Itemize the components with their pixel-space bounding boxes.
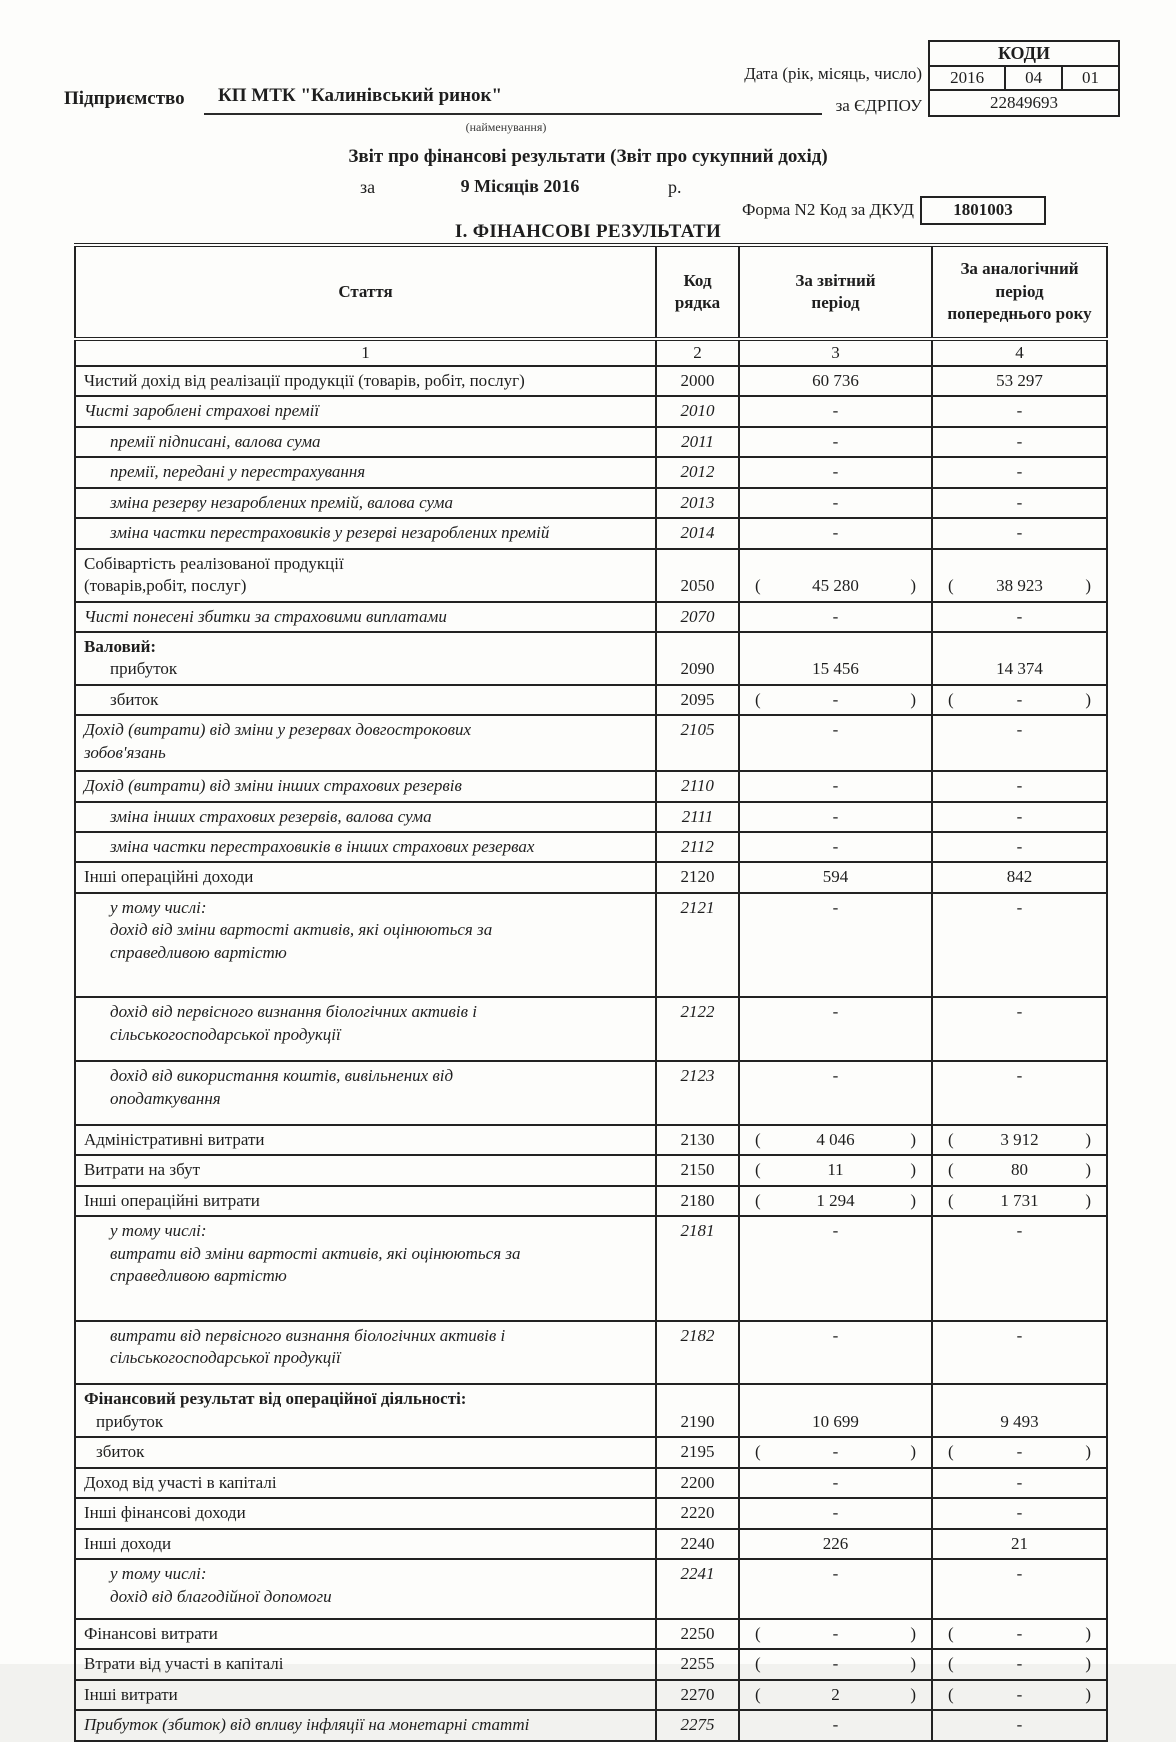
header-article: Стаття: [75, 245, 656, 339]
article-line: Чисті понесені збитки за страховими виплатами: [84, 606, 447, 626]
article-cell: [75, 1384, 656, 1437]
article-line: Прибуток (збиток) від впливу інфляції на монетарні статті: [84, 1715, 530, 1735]
article-line: зміна резерву незароблених премій, валова сума: [110, 492, 454, 512]
article-cell: [75, 1155, 656, 1185]
article-line: Собівартість реалізованої продукції: [84, 553, 344, 573]
period-prefix: за: [360, 177, 376, 197]
table-row-2255: [75, 1649, 1107, 1679]
table-row-2241: [75, 1559, 1107, 1619]
article-cell: [75, 893, 656, 997]
row-code-cell: 2150: [656, 1155, 739, 1185]
header-previous-period: [932, 245, 1107, 339]
row-code-cell: 2200: [656, 1468, 739, 1498]
table-row-2121: [75, 893, 1107, 997]
value-previous-cell: -: [932, 1468, 1107, 1498]
company-name: КП МТК "Калинівський ринок": [204, 85, 822, 115]
article-cell: [75, 1321, 656, 1385]
table-header-row: [75, 245, 1107, 339]
row-code-cell: 2255: [656, 1649, 739, 1679]
value-current-cell: -: [739, 802, 932, 832]
article-line: у тому числі:: [110, 897, 207, 917]
article-cell: [75, 715, 656, 771]
period-suffix: р.: [668, 177, 682, 197]
value-current-cell: 15 456: [739, 632, 932, 685]
article-line: Фінансові витрати: [84, 1623, 218, 1643]
article-cell: [75, 685, 656, 715]
value-previous-cell: -: [932, 1498, 1107, 1528]
article-line: витрати від первісного визнання біологічних активів і: [110, 1325, 506, 1345]
date-label: Дата (рік, місяць, число): [744, 64, 922, 83]
codes-edrpou-value: 22849693: [990, 93, 1058, 112]
row-code-cell: 2241: [656, 1559, 739, 1619]
value-previous-cell: ( - ): [932, 1619, 1107, 1649]
row-code-cell: 2014: [656, 518, 739, 548]
table-row-2095: [75, 685, 1107, 715]
table-row-2220: [75, 1498, 1107, 1528]
article-cell: [75, 1680, 656, 1710]
article-line: Чистий дохід від реалізації продукції (товарів, робіт, послуг): [84, 371, 525, 390]
value-previous-cell: ( - ): [932, 1680, 1107, 1710]
column-number-2: 2: [656, 339, 739, 366]
codes-box-title: КОДИ: [930, 42, 1118, 67]
row-code-cell: 2195: [656, 1437, 739, 1467]
article-line: премії підписані, валова сума: [110, 431, 321, 451]
table-row-2112: [75, 832, 1107, 862]
value-previous-cell: -: [932, 1559, 1107, 1619]
article-cell: [75, 1437, 656, 1467]
article-line: збиток: [96, 1442, 145, 1462]
value-previous-cell: ( - ): [932, 1649, 1107, 1679]
header-current-period-text: За звітний період: [795, 270, 876, 312]
header-row-code: Код рядка: [656, 245, 739, 339]
value-previous-cell: -: [932, 997, 1107, 1061]
article-line: сільськогосподарської продукції: [110, 1024, 341, 1044]
article-line: Інші витрати: [84, 1684, 178, 1704]
row-code-cell: 2190: [656, 1384, 739, 1437]
row-code-cell: 2275: [656, 1710, 739, 1740]
row-code-cell: 2011: [656, 427, 739, 457]
row-code-cell: 2012: [656, 457, 739, 487]
table-row-2275: [75, 1710, 1107, 1740]
article-line: оподаткування: [110, 1088, 221, 1108]
value-current-cell: -: [739, 1216, 932, 1320]
table-row-2200: [75, 1468, 1107, 1498]
article-cell: [75, 1619, 656, 1649]
value-current-cell: -: [739, 997, 932, 1061]
row-code-cell: 2122: [656, 997, 739, 1061]
article-line: справедливою вартістю: [110, 1266, 287, 1286]
article-line: витрати від зміни вартості активів, які оцінюються за: [110, 1243, 521, 1263]
row-code-cell: 2105: [656, 715, 739, 771]
article-cell: [75, 602, 656, 632]
article-cell: [75, 632, 656, 685]
edrpou-label: за ЄДРПОУ: [835, 96, 922, 115]
row-code-cell: 2180: [656, 1186, 739, 1216]
article-cell: [75, 1468, 656, 1498]
article-line: дохід від первісного визнання біологічних активів і: [110, 1002, 477, 1022]
form-code-box: 1801003: [920, 196, 1046, 225]
value-current-cell: -: [739, 771, 932, 801]
row-code-cell: 2250: [656, 1619, 739, 1649]
value-current-cell: -: [739, 715, 932, 771]
row-code-cell: 2130: [656, 1125, 739, 1155]
value-previous-cell: -: [932, 1216, 1107, 1320]
table-row-2105: [75, 715, 1107, 771]
article-line: Інші фінансові доходи: [84, 1503, 246, 1523]
value-current-cell: -: [739, 1498, 932, 1528]
header-current-period: [739, 245, 932, 339]
company-name-hint: (найменування): [465, 120, 547, 134]
value-current-cell: -: [739, 457, 932, 487]
value-previous-cell: -: [932, 457, 1107, 487]
value-previous-cell: -: [932, 1710, 1107, 1740]
table-row-2013: [75, 488, 1107, 518]
value-current-cell: -: [739, 1061, 932, 1125]
value-previous-cell: -: [932, 396, 1107, 426]
article-cell: [75, 1529, 656, 1559]
value-current-cell: -: [739, 1710, 932, 1740]
table-row-2120: [75, 862, 1107, 892]
article-line: Чисті зароблені страхові премії: [84, 401, 320, 421]
row-code-cell: 2050: [656, 549, 739, 602]
article-line: зміна частки перестраховиків в інших страхових резервах: [110, 837, 535, 856]
row-code-cell: 2123: [656, 1061, 739, 1125]
row-code-cell: 2095: [656, 685, 739, 715]
value-current-cell: -: [739, 427, 932, 457]
table-row-2122: [75, 997, 1107, 1061]
row-code-cell: 2112: [656, 832, 739, 862]
value-previous-cell: -: [932, 602, 1107, 632]
row-code-cell: 2110: [656, 771, 739, 801]
table-row-2195: [75, 1437, 1107, 1467]
document-title: Звіт про фінансові результати (Звіт про сукупний дохід): [348, 146, 828, 167]
company-label: Підприємство: [64, 88, 185, 109]
article-cell: [75, 771, 656, 801]
column-numbers-row: [75, 339, 1107, 366]
value-current-cell: 594: [739, 862, 932, 892]
row-code-cell: 2070: [656, 602, 739, 632]
article-line: Інші операційні витрати: [84, 1190, 260, 1210]
article-line: Інші доходи: [84, 1533, 172, 1553]
table-row-2111: [75, 802, 1107, 832]
value-previous-cell: ( - ): [932, 685, 1107, 715]
article-line: сільськогосподарської продукції: [110, 1348, 341, 1367]
table-row-2123: [75, 1061, 1107, 1125]
article-line: прибуток: [96, 1411, 164, 1431]
value-current-cell: -: [739, 1321, 932, 1385]
value-current-cell: -: [739, 488, 932, 518]
article-cell: [75, 802, 656, 832]
value-previous-cell: -: [932, 715, 1107, 771]
table-row-2011: [75, 427, 1107, 457]
value-current-cell: ( - ): [739, 685, 932, 715]
value-previous-cell: ( 3 912 ): [932, 1125, 1107, 1155]
value-previous-cell: 21: [932, 1529, 1107, 1559]
value-current-cell: ( 11 ): [739, 1155, 932, 1185]
article-line: дохід від зміни вартості активів, які оцінюються за: [110, 920, 493, 940]
article-cell: [75, 366, 656, 396]
table-row-2050: [75, 549, 1107, 602]
article-line: Адміністративні витрати: [84, 1129, 265, 1149]
value-current-cell: ( - ): [739, 1619, 932, 1649]
column-number-4: 4: [932, 339, 1107, 366]
article-line: Фінансовий результат від операційної діяльності:: [84, 1389, 467, 1409]
table-row-2014: [75, 518, 1107, 548]
article-line: премії, передані у перестрахування: [110, 462, 366, 482]
value-previous-cell: 53 297: [932, 366, 1107, 396]
header-previous-period-text: За аналогічний період попереднього року: [947, 259, 1092, 324]
row-code-cell: 2111: [656, 802, 739, 832]
value-previous-cell: 9 493: [932, 1384, 1107, 1437]
codes-day: 01: [1061, 67, 1118, 89]
article-line: зміна частки перестраховиків у резерві незароблених премій: [110, 523, 550, 543]
value-previous-cell: 14 374: [932, 632, 1107, 685]
article-cell: [75, 997, 656, 1061]
table-row-2110: [75, 771, 1107, 801]
value-previous-cell: -: [932, 832, 1107, 862]
value-previous-cell: ( 80 ): [932, 1155, 1107, 1185]
codes-box: [928, 40, 1120, 117]
table-row-2130: [75, 1125, 1107, 1155]
form-code-label: Форма N2 Код за ДКУД: [741, 200, 914, 219]
article-cell: [75, 1710, 656, 1740]
table-row-2010: [75, 396, 1107, 426]
table-row-2012: [75, 457, 1107, 487]
value-previous-cell: 842: [932, 862, 1107, 892]
article-line: зобов'язань: [84, 742, 166, 762]
article-cell: [75, 427, 656, 457]
period-value: 9 Місяців 2016: [460, 176, 580, 196]
row-code-cell: 2182: [656, 1321, 739, 1385]
article-line: Валовий:: [84, 636, 157, 656]
article-line: Інші операційні доходи: [84, 867, 254, 887]
row-code-cell: 2220: [656, 1498, 739, 1528]
article-line: прибуток: [110, 659, 178, 679]
table-row-2182: [75, 1321, 1107, 1385]
value-previous-cell: ( - ): [932, 1437, 1107, 1467]
column-number-3: 3: [739, 339, 932, 366]
article-cell: [75, 862, 656, 892]
value-previous-cell: -: [932, 427, 1107, 457]
financial-results-table: [74, 243, 1108, 1742]
codes-date-row: [930, 67, 1118, 91]
table-row-2250: [75, 1619, 1107, 1649]
value-previous-cell: -: [932, 802, 1107, 832]
value-previous-cell: -: [932, 893, 1107, 997]
article-cell: [75, 1125, 656, 1155]
value-previous-cell: ( 1 731 ): [932, 1186, 1107, 1216]
value-previous-cell: -: [932, 488, 1107, 518]
row-code-cell: 2240: [656, 1529, 739, 1559]
value-current-cell: ( 1 294 ): [739, 1186, 932, 1216]
value-current-cell: -: [739, 602, 932, 632]
row-code-cell: 2120: [656, 862, 739, 892]
section-title: І. ФІНАНСОВІ РЕЗУЛЬТАТИ: [454, 221, 722, 242]
table-row-2180: [75, 1186, 1107, 1216]
article-cell: [75, 1649, 656, 1679]
table-row-2090: [75, 632, 1107, 685]
article-cell: [75, 1498, 656, 1528]
article-cell: [75, 396, 656, 426]
article-line: Дохід (витрати) від зміни у резервах довгострокових: [84, 720, 472, 740]
article-cell: [75, 1061, 656, 1125]
codes-month: 04: [1004, 67, 1061, 89]
article-cell: [75, 488, 656, 518]
row-code-cell: 2000: [656, 366, 739, 396]
row-code-cell: 2121: [656, 893, 739, 997]
value-current-cell: -: [739, 893, 932, 997]
value-current-cell: -: [739, 1468, 932, 1498]
codes-year: 2016: [950, 68, 985, 87]
article-cell: [75, 518, 656, 548]
table-row-2070: [75, 602, 1107, 632]
row-code-cell: 2090: [656, 632, 739, 685]
table-row-2150: [75, 1155, 1107, 1185]
value-current-cell: ( 4 046 ): [739, 1125, 932, 1155]
value-current-cell: -: [739, 396, 932, 426]
article-line: (товарів,робіт, послуг): [84, 576, 247, 596]
value-previous-cell: -: [932, 1321, 1107, 1385]
row-code-cell: 2010: [656, 396, 739, 426]
table-row-2270: [75, 1680, 1107, 1710]
value-current-cell: ( 2 ): [739, 1680, 932, 1710]
value-previous-cell: -: [932, 518, 1107, 548]
article-cell: [75, 1186, 656, 1216]
value-current-cell: 60 736: [739, 366, 932, 396]
article-line: збиток: [110, 689, 159, 709]
value-current-cell: -: [739, 518, 932, 548]
article-cell: [75, 832, 656, 862]
value-current-cell: ( - ): [739, 1649, 932, 1679]
value-current-cell: 226: [739, 1529, 932, 1559]
row-code-cell: 2181: [656, 1216, 739, 1320]
value-current-cell: -: [739, 832, 932, 862]
row-code-cell: 2270: [656, 1680, 739, 1710]
article-line: у тому числі:: [110, 1564, 207, 1584]
article-line: зміна інших страхових резервів, валова сума: [110, 806, 432, 826]
article-line: Доход від участі в капіталі: [84, 1472, 277, 1492]
row-code-cell: 2013: [656, 488, 739, 518]
article-line: у тому числі:: [110, 1221, 207, 1241]
value-current-cell: ( 45 280 ): [739, 549, 932, 602]
article-line: дохід від благодійної допомоги: [110, 1586, 332, 1606]
value-previous-cell: -: [932, 1061, 1107, 1125]
article-line: Втрати від участі в капіталі: [84, 1654, 284, 1674]
table-row-2181: [75, 1216, 1107, 1320]
article-line: Дохід (витрати) від зміни інших страхових резервів: [84, 776, 462, 796]
article-cell: [75, 1559, 656, 1619]
column-number-1: 1: [75, 339, 656, 366]
article-cell: [75, 457, 656, 487]
table-row-2240: [75, 1529, 1107, 1559]
table-row-2000: [75, 366, 1107, 396]
value-current-cell: 10 699: [739, 1384, 932, 1437]
value-previous-cell: ( 38 923 ): [932, 549, 1107, 602]
article-cell: [75, 549, 656, 602]
value-current-cell: -: [739, 1559, 932, 1619]
article-line: Витрати на збут: [84, 1160, 200, 1180]
results-table-body: [75, 366, 1107, 1741]
article-line: справедливою вартістю: [110, 942, 287, 962]
value-current-cell: ( - ): [739, 1437, 932, 1467]
article-line: дохід від використання коштів, вивільнених від: [110, 1066, 454, 1086]
table-row-2190: [75, 1384, 1107, 1437]
article-cell: [75, 1216, 656, 1320]
value-previous-cell: -: [932, 771, 1107, 801]
